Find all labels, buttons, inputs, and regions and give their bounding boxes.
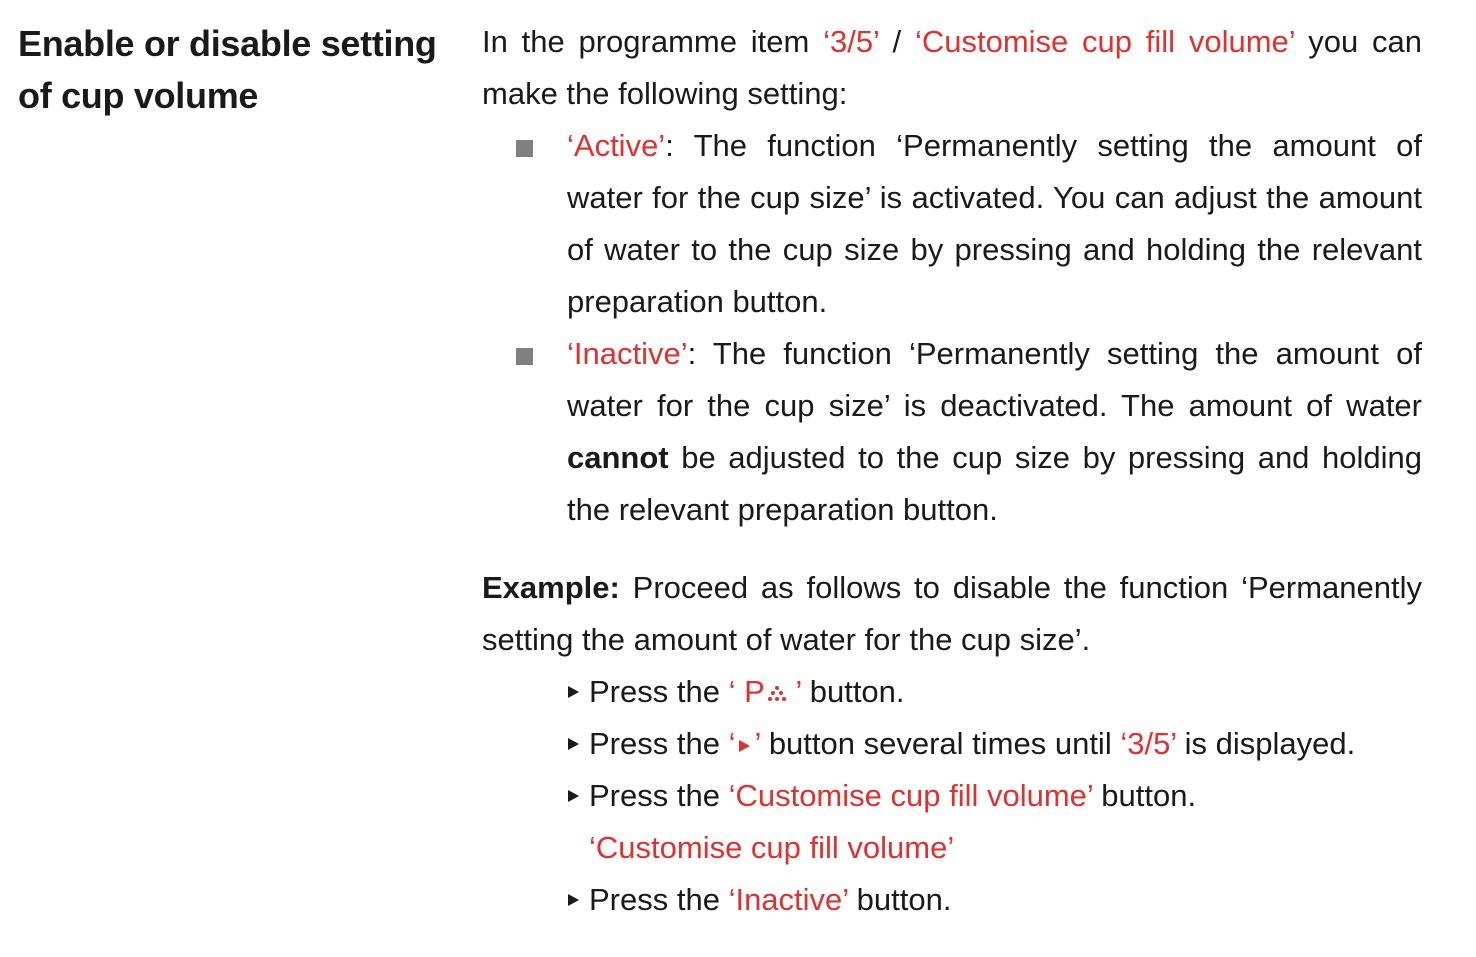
water-drops-icon <box>767 684 787 704</box>
step-1-quote-open: ‘ P <box>728 674 765 709</box>
option-inactive-text-b: be adjusted to the cup size by pressing and holding the relevant preparation button. <box>567 440 1422 527</box>
step-arrow-icon <box>568 738 579 750</box>
step-4-pre: Press the <box>589 882 729 917</box>
step-1-quote-close: ’ <box>786 674 802 709</box>
example-paragraph <box>482 562 1422 666</box>
step-3-result: ‘Customise cup fill volume’ <box>589 830 955 865</box>
option-inactive <box>482 328 1422 536</box>
step-2-pre: Press the <box>589 726 729 761</box>
square-bullet-icon <box>516 348 533 365</box>
step-1-post: button. <box>801 674 905 709</box>
step-4-button: ‘Inactive’ <box>728 882 849 917</box>
play-arrow-icon <box>739 740 750 752</box>
step-3-button: ‘Customise cup fill volume’ <box>728 778 1093 813</box>
step-arrow-icon <box>568 790 579 802</box>
step-2-quote-open: ‘ <box>728 726 736 761</box>
option-inactive-text-a: : The function ‘Permanently setting the amount of water for the cup size’ is deactivated. The amount of water <box>567 336 1422 423</box>
option-active-label: ‘Active’ <box>567 128 666 163</box>
main-content <box>482 16 1422 926</box>
step-2-post: button several times until <box>760 726 1121 761</box>
step-arrow-icon <box>568 894 579 906</box>
step-2-value: ‘3/5’ <box>1120 726 1177 761</box>
step-3-pre: Press the <box>589 778 729 813</box>
options-list <box>482 120 1422 536</box>
intro-separator: / <box>878 24 915 59</box>
option-inactive-bold: cannot <box>567 440 669 475</box>
step-arrow-icon <box>568 686 579 698</box>
example-label: Example: <box>482 570 620 605</box>
step-2-end: is displayed. <box>1176 726 1356 761</box>
step-3-post: button. <box>1092 778 1197 813</box>
steps-list <box>482 666 1422 822</box>
intro-text-start: In the programme item <box>482 24 824 59</box>
option-active <box>482 120 1422 328</box>
intro-text-end: you can make the following setting: <box>482 24 1422 111</box>
section-heading: Enable or disable setting of cup volume <box>18 23 437 116</box>
square-bullet-icon <box>516 140 533 157</box>
step-4 <box>482 874 1422 926</box>
step-1 <box>482 666 1422 718</box>
intro-paragraph <box>482 16 1422 120</box>
programme-item-number: ‘3/5’ <box>823 24 879 59</box>
example-text: Proceed as follows to disable the function ‘Permanently setting the amount of water for the cup size’. <box>482 570 1422 657</box>
step-2 <box>482 718 1422 770</box>
step-1-pre: Press the <box>589 674 729 709</box>
programme-item-name: ‘Customise cup fill volume’ <box>914 24 1295 59</box>
step-4-post: button. <box>848 882 952 917</box>
step-3 <box>482 770 1422 822</box>
step-2-quote-close: ’ <box>754 726 761 761</box>
steps-list-continued <box>482 874 1422 926</box>
option-active-text: : The function ‘Permanently setting the amount of water for the cup size’ is activated. You can adjust the amount of water to the cup size by pressing and holding the relevant preparation button. <box>567 128 1422 319</box>
option-inactive-label: ‘Inactive’ <box>567 336 688 371</box>
